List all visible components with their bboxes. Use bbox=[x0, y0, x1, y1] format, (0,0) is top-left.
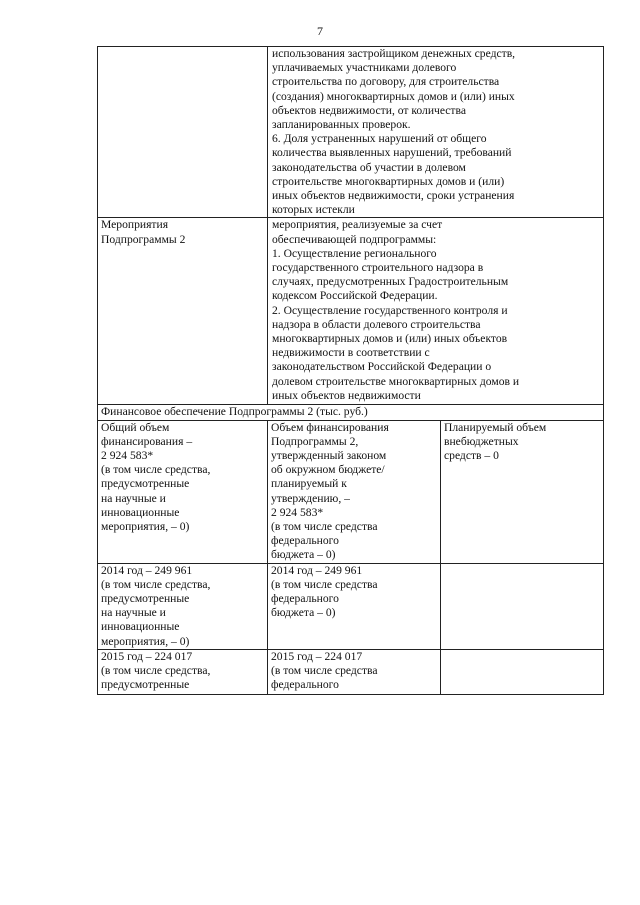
extrabudgetary-funding-cell: Планируемый объем внебюджетных средств – 0 bbox=[441, 420, 604, 563]
year-2014-total-cell: 2014 год – 249 961 (в том числе средства, предусмотренные на научные и инновационные мероприятия, – 0) bbox=[98, 563, 268, 649]
subprogram-passport-table bbox=[97, 46, 604, 695]
total-funding-cell: Общий объем финансирования – 2 924 583* (в том числе средства, предусмотренные на научные и инновационные мероприятия, – 0) bbox=[98, 420, 268, 563]
year-2015-total-cell: 2015 год – 224 017 (в том числе средства, предусмотренные bbox=[98, 649, 268, 694]
events-row bbox=[98, 218, 604, 405]
budget-funding-cell: Объем финансирования Подпрограммы 2, утвержденный законом об окружном бюджете/ планируемый к утверждению, – 2 924 583* (в том числе средства федерального бюджета – 0) bbox=[268, 420, 441, 563]
year-2014-extrabudgetary-cell bbox=[441, 563, 604, 649]
year-2015-extrabudgetary-cell bbox=[441, 649, 604, 694]
finance-header-row bbox=[98, 405, 604, 420]
finance-2014-row bbox=[98, 563, 604, 649]
year-2014-budget-cell: 2014 год – 249 961 (в том числе средства федерального бюджета – 0) bbox=[268, 563, 441, 649]
finance-total-row bbox=[98, 420, 604, 563]
finance-2015-row bbox=[98, 649, 604, 694]
year-2015-budget-cell: 2015 год – 224 017 (в том числе средства федерального bbox=[268, 649, 441, 694]
events-text: мероприятия, реализуемые за счет обеспечивающей подпрограммы: 1. Осуществление регионального государственного строительного надзора в случаях, предусмотренных Градостроительным кодексом Российской Федерации. 2. Осуществление государственного контроля и надзора в области долевого строительства многоквартирных домов и (или) иных объектов недвижимости в соответствии с законодательством Российской Федерации о долевом строительстве многоквартирных домов и иных объектов недвижимости bbox=[268, 218, 604, 405]
indicators-label-cell bbox=[98, 47, 268, 218]
finance-header: Финансовое обеспечение Подпрограммы 2 (тыс. руб.) bbox=[98, 405, 604, 420]
indicators-row bbox=[98, 47, 604, 218]
page-number: 7 bbox=[317, 24, 323, 38]
events-label: Мероприятия Подпрограммы 2 bbox=[98, 218, 268, 405]
indicators-continuation-text: использования застройщиком денежных средств, уплачиваемых участниками долевого строительства по договору, для строительства (создания) многоквартирных домов и (или) иных объектов недвижимости, от количества запланированных проверок. 6. Доля устраненных нарушений от общего количества выявленных нарушений, требований законодательства об участии в долевом строительстве многоквартирных домов и (или) иных объектов недвижимости, сроки устранения которых истекли bbox=[268, 47, 604, 218]
